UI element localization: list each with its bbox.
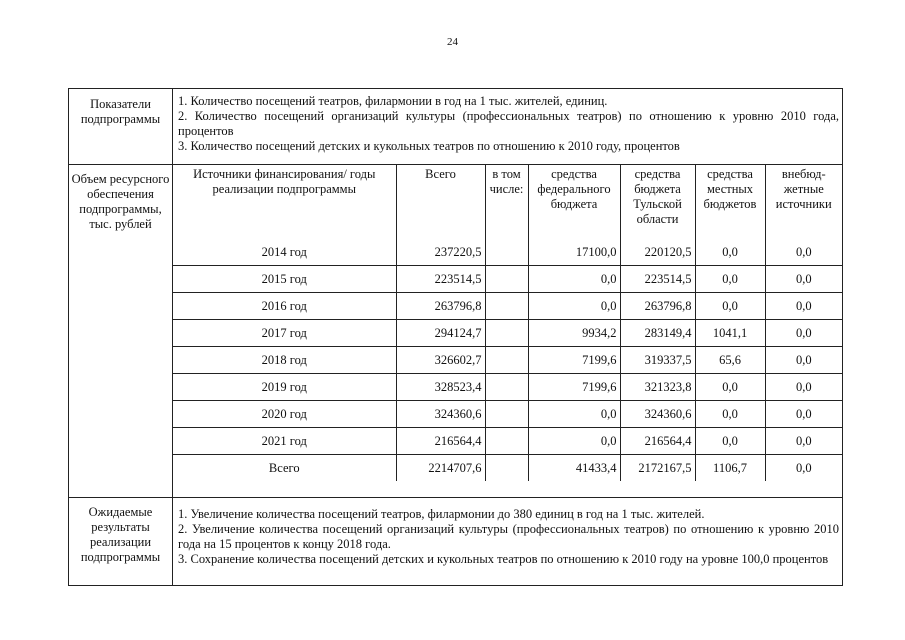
row-year: 2019 год <box>173 374 396 401</box>
header-sources: Источники финансирования/ годы реализации подпрограммы <box>173 164 396 239</box>
indicator-item: 2. Количество посещений организаций культуры (профессиональных театров) по отношению к уровню 2010 года, процентов <box>178 109 839 138</box>
row-year: 2016 год <box>173 293 396 320</box>
result-item: 3. Сохранение количества посещений детских и кукольных театров по отношению к 2010 году на уровне 100,0 процентов <box>178 552 829 566</box>
row-total: 2214707,6 <box>396 455 485 482</box>
indicators-label: Показатели подпрограммы <box>69 89 173 164</box>
row-total: 328523,4 <box>396 374 485 401</box>
row-local: 0,0 <box>695 401 765 428</box>
passport-table <box>68 88 843 586</box>
row-including <box>485 293 528 320</box>
row-federal: 0,0 <box>528 293 620 320</box>
row-year: 2017 год <box>173 320 396 347</box>
funding-section <box>69 164 842 498</box>
funding-table <box>173 164 842 481</box>
row-including <box>485 374 528 401</box>
row-year: 2018 год <box>173 347 396 374</box>
funding-row <box>173 374 842 401</box>
funding-row <box>173 266 842 293</box>
row-year: 2014 год <box>173 239 396 266</box>
row-extra: 0,0 <box>765 266 842 293</box>
row-including <box>485 320 528 347</box>
row-extra: 0,0 <box>765 428 842 455</box>
row-total: 237220,5 <box>396 239 485 266</box>
row-including <box>485 401 528 428</box>
funding-row <box>173 401 842 428</box>
row-local: 65,6 <box>695 347 765 374</box>
row-local: 0,0 <box>695 239 765 266</box>
row-federal: 17100,0 <box>528 239 620 266</box>
row-regional: 2172167,5 <box>620 455 695 482</box>
header-extra: внебюд-жетные источники <box>765 164 842 239</box>
row-federal: 41433,4 <box>528 455 620 482</box>
row-federal: 7199,6 <box>528 347 620 374</box>
row-regional: 321323,8 <box>620 374 695 401</box>
row-federal: 9934,2 <box>528 320 620 347</box>
row-total: 324360,6 <box>396 401 485 428</box>
row-local: 0,0 <box>695 266 765 293</box>
row-regional: 216564,4 <box>620 428 695 455</box>
indicators-section <box>69 89 842 165</box>
header-federal: средства федерального бюджета <box>528 164 620 239</box>
row-extra: 0,0 <box>765 401 842 428</box>
funding-label: Объем ресурсного обеспечения подпрограммы, тыс. рублей <box>69 164 173 497</box>
header-including: в том числе: <box>485 164 528 239</box>
row-year: 2015 год <box>173 266 396 293</box>
row-extra: 0,0 <box>765 293 842 320</box>
funding-row <box>173 320 842 347</box>
header-total: Всего <box>396 164 485 239</box>
indicator-item: 1. Количество посещений театров, филармонии в год на 1 тыс. жителей, единиц. <box>178 94 608 108</box>
row-extra: 0,0 <box>765 347 842 374</box>
row-local: 0,0 <box>695 374 765 401</box>
indicator-item: 3. Количество посещений детских и кукольных театров по отношению к 2010 году, процентов <box>178 139 680 153</box>
row-regional: 324360,6 <box>620 401 695 428</box>
funding-row <box>173 455 842 482</box>
funding-header-row <box>173 164 842 239</box>
row-year: 2020 год <box>173 401 396 428</box>
row-extra: 0,0 <box>765 374 842 401</box>
results-body <box>174 497 842 567</box>
row-including <box>485 266 528 293</box>
row-regional: 283149,4 <box>620 320 695 347</box>
row-including <box>485 239 528 266</box>
funding-row <box>173 293 842 320</box>
row-local: 1041,1 <box>695 320 765 347</box>
header-local: средства местных бюджетов <box>695 164 765 239</box>
page-number: 24 <box>447 36 458 48</box>
row-including <box>485 428 528 455</box>
row-regional: 263796,8 <box>620 293 695 320</box>
row-extra: 0,0 <box>765 455 842 482</box>
row-federal: 0,0 <box>528 266 620 293</box>
row-federal: 0,0 <box>528 428 620 455</box>
row-including <box>485 455 528 482</box>
funding-row <box>173 239 842 266</box>
row-regional: 319337,5 <box>620 347 695 374</box>
row-year: 2021 год <box>173 428 396 455</box>
row-local: 0,0 <box>695 293 765 320</box>
row-total: 263796,8 <box>396 293 485 320</box>
row-total: 326602,7 <box>396 347 485 374</box>
row-total: 216564,4 <box>396 428 485 455</box>
results-section <box>69 497 842 585</box>
funding-row <box>173 428 842 455</box>
results-label: Ожидаемые результаты реализации подпрограммы <box>69 497 173 585</box>
row-local: 1106,7 <box>695 455 765 482</box>
row-regional: 223514,5 <box>620 266 695 293</box>
row-federal: 7199,6 <box>528 374 620 401</box>
funding-row <box>173 347 842 374</box>
row-local: 0,0 <box>695 428 765 455</box>
result-item: 2. Увеличение количества посещений организаций культуры (профессиональных театров) по отношению к уровню 2010 года на 15 процентов к концу 2018 года. <box>178 522 839 551</box>
row-regional: 220120,5 <box>620 239 695 266</box>
row-total: 223514,5 <box>396 266 485 293</box>
row-extra: 0,0 <box>765 320 842 347</box>
row-year: Всего <box>173 455 396 482</box>
header-regional: средства бюджета Тульской области <box>620 164 695 239</box>
row-extra: 0,0 <box>765 239 842 266</box>
indicators-body <box>174 89 842 154</box>
row-including <box>485 347 528 374</box>
result-item: 1. Увеличение количества посещений театров, филармонии до 380 единиц в год на 1 тыс. жителей. <box>178 507 705 521</box>
row-total: 294124,7 <box>396 320 485 347</box>
row-federal: 0,0 <box>528 401 620 428</box>
